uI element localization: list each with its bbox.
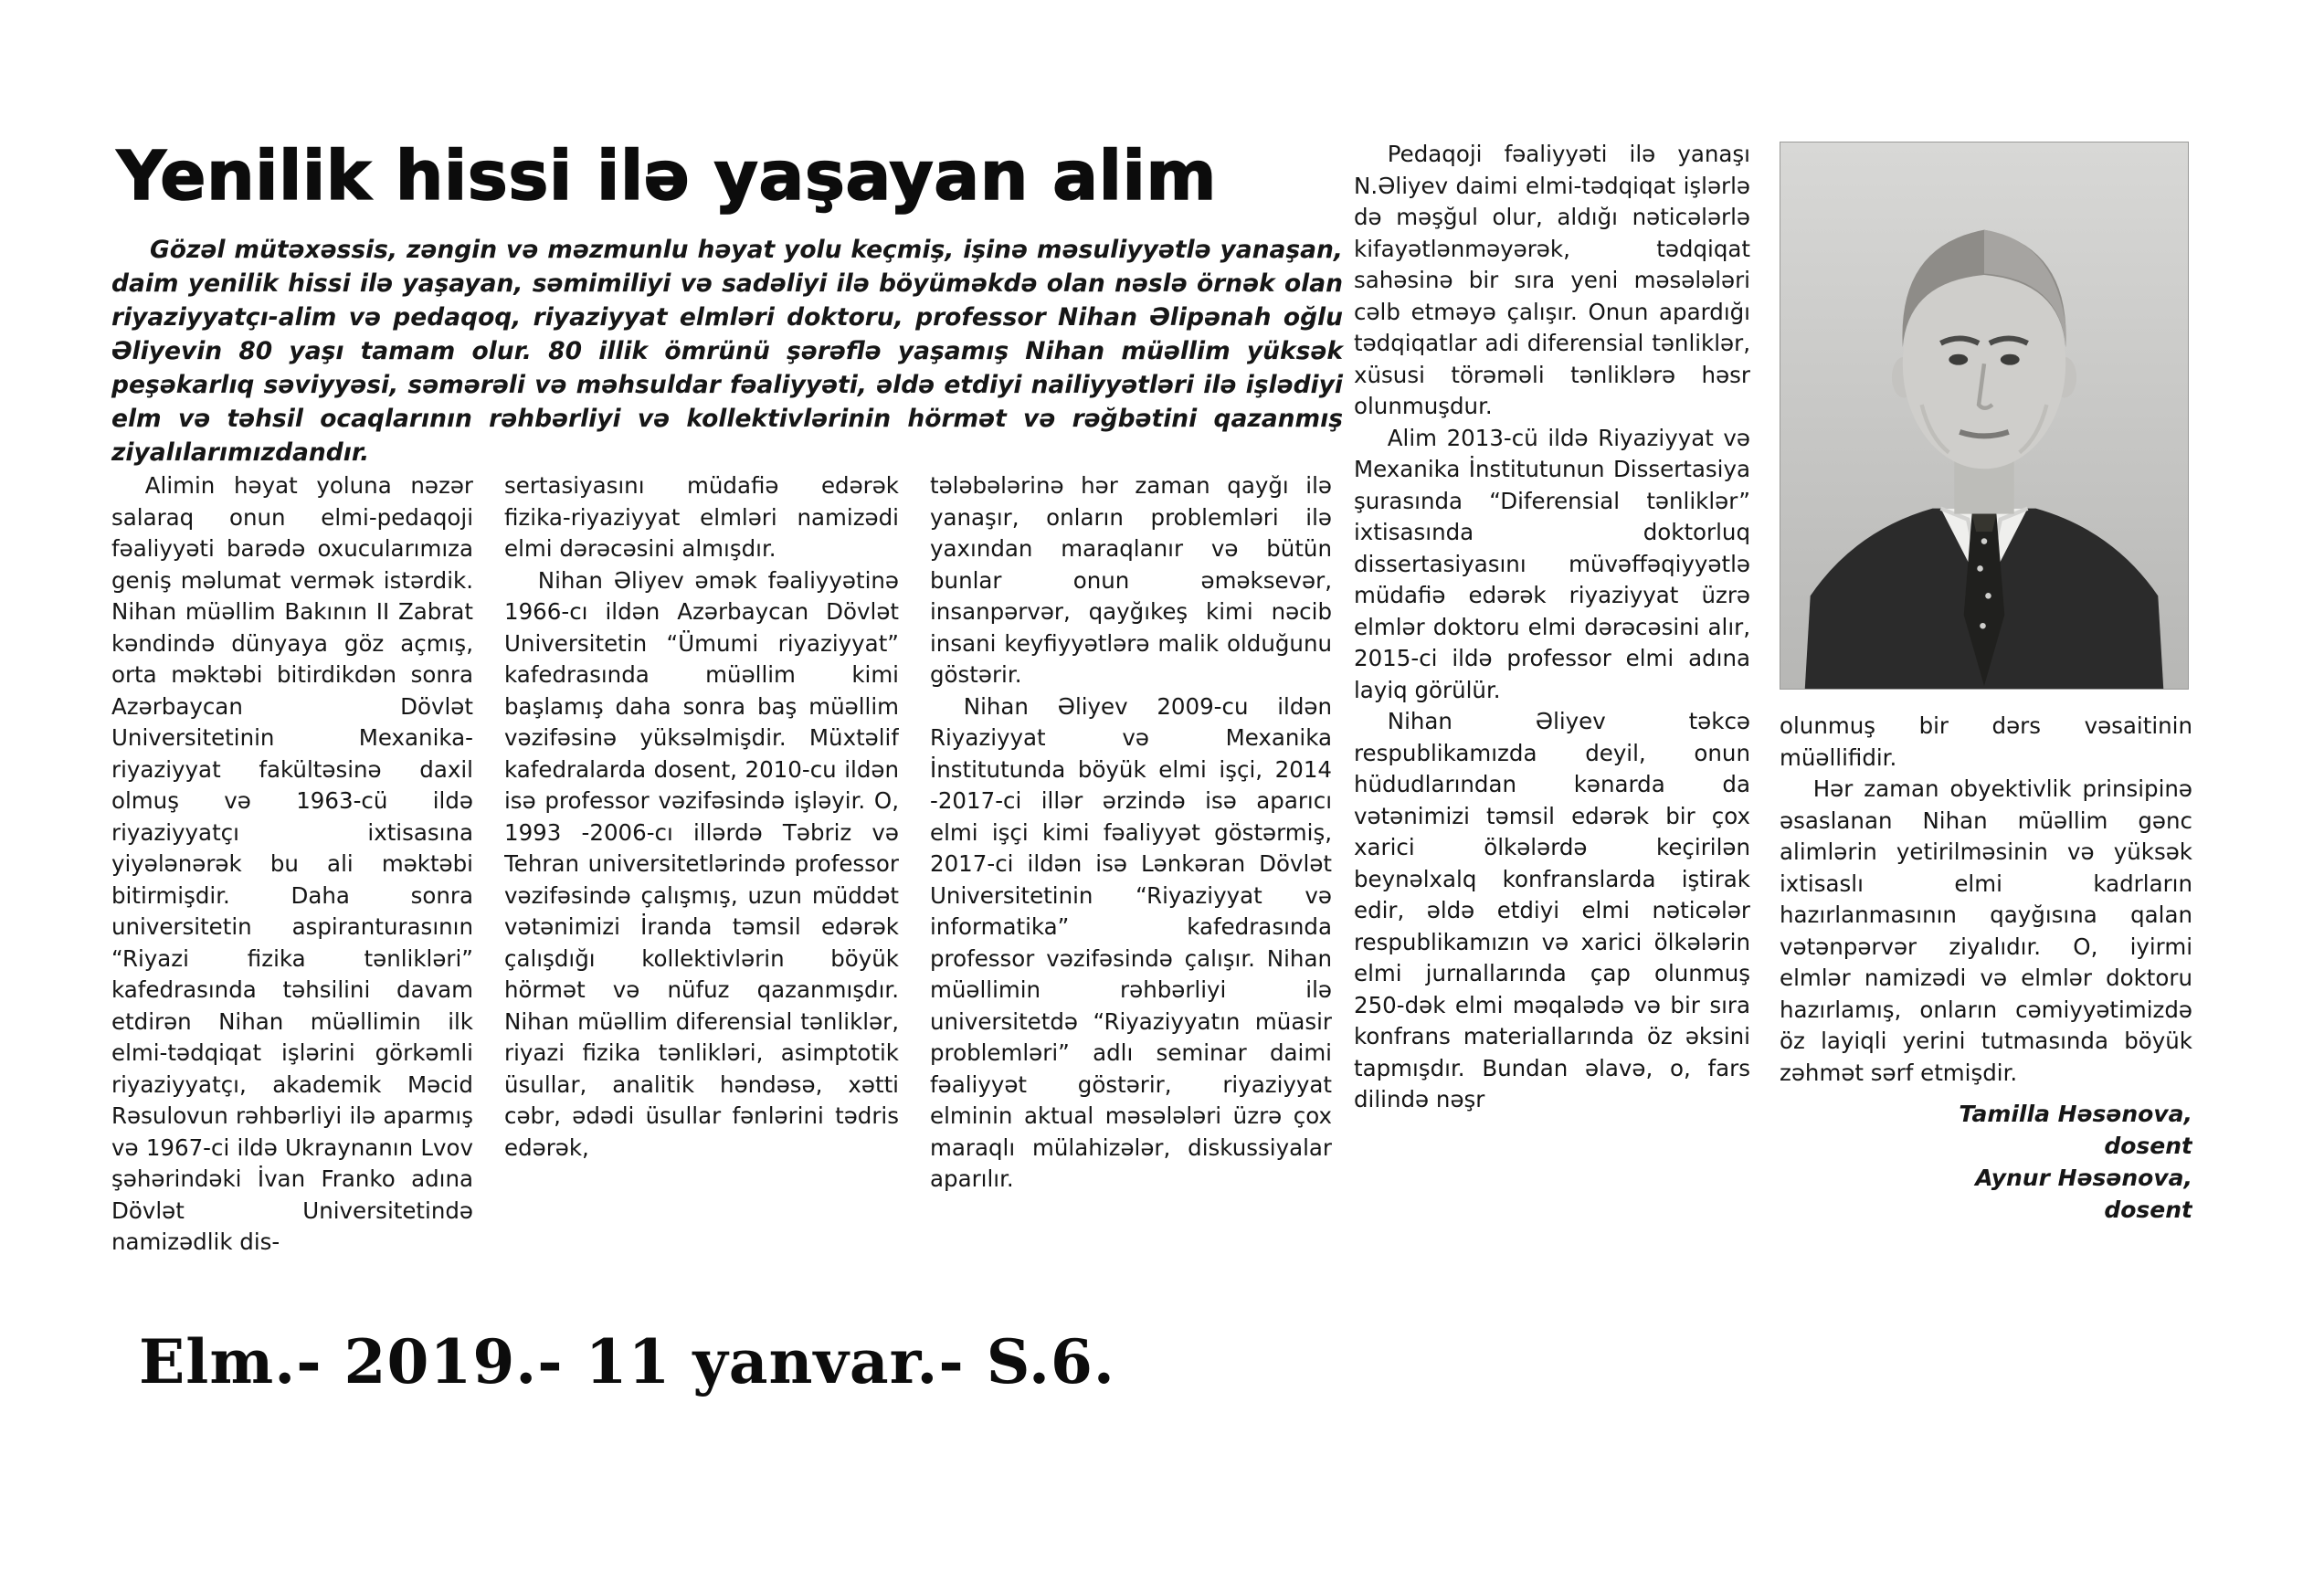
paragraph: Alim 2013-cü ildə Riyaziyyat və Mexanika İnstitutunun Dissertasiya şurasında “Diferensial tənliklər” ixtisasında doktorluq dissertasiyasını müvəffəqiyyətlə müdafiə edərək riyaziyyat üzrə elmlər doktoru elmi dərəcəsini alır, 2015-ci ildə professor elmi adına layiq görülür. (1354, 424, 1750, 703)
article-column-1 (111, 470, 473, 1263)
signature-role: dosent (2104, 1133, 2192, 1159)
article-column-2 (504, 470, 899, 1263)
paragraph: sertasiyasını müdafiə edərək fizika-riyaziyyat elmləri namizədi elmi dərəcəsini almışdır. (504, 472, 899, 562)
signature-name: Tamilla Həsənova, (1959, 1101, 2192, 1127)
portrait-photo (1780, 142, 2189, 690)
article-title: Yenilik hissi ilə yaşayan alim (117, 137, 1217, 216)
signatures (1780, 1098, 2192, 1226)
paragraph: Nihan Əliyev təkcə respublikamızda deyil, onun hüdudlarından kənarda da vətənimizi təmsil edərək bir çox xarici ölkələrdə keçirilən beynəlxalq konfranslarda iştirak edir, əldə etdiyi elmi nəticələr respublikamızın və xarici ölkələrin elmi jurnallarında çap olunmuş 250-dək elmi məqalədə və bir sıra konfrans materiallarında öz əksini tapmışdır. Bundan əlavə, o, fars dilində nəşr (1354, 708, 1750, 1112)
paragraph: Nihan Əliyev əmək fəaliyyətinə 1966-cı ildən Azərbaycan Dövlət Universitetin “Ümumi riyaziyyat” kafedrasında müəllim kimi başlamış daha sonra baş müəllim vəzifəsinə yüksəlmişdir. Müxtəlif kafedralarda dosent, 2010-cu ildən isə professor vəzifəsində işləyir. O, 1993 -2006-cı illərdə Təbriz və Tehran universitetlərində professor vəzifəsində çalışmış, uzun müddət vətənimizi İranda təmsil edərək çalışdığı kollektivlərin böyük hörmət və nüfuz qazanmışdır. Nihan müəllim diferensial tənliklər, riyazi fizika tənlikləri, asimptotik üsullar, analitik həndəsə, xətti cəbr, ədədi üsullar fənlərini tədris edərək, (504, 566, 899, 1161)
article-column-3 (930, 470, 1332, 1263)
paragraph: Pedaqoji fəaliyyəti ilə yanaşı N.Əliyev daimi elmi-tədqiqat işlərlə də məşğul olur, aldığı nəticələrlə kifayətlənməyərək, tədqiqat sahəsinə bir sıra yeni məsələləri cəlb etməyə çalışır. Onun apardığı tədqiqatlar adi diferensial tənliklər, xüsusi törəməli tənliklərə həsr olunmuşdur. (1354, 141, 1750, 419)
portrait-photo-graphic (1780, 142, 2188, 689)
article-column-5 (1780, 711, 2192, 1386)
article-lead: Gözəl mütəxəssis, zəngin və məzmunlu həyat yolu keçmiş, işinə məsuliyyətlə yanaşan, daim yenilik hissi ilə yaşayan, səmimiliyi və sadəliyi ilə böyüməkdə olan nəslə örnək olan riyaziyyatçı-alim və pedaqoq, riyaziyyat elmləri doktoru, professor Nihan Əlipənah oğlu Əliyevin 80 yaşı tamam olur. 80 illik ömrünü şərəflə yaşamış Nihan müəllim yüksək peşəkarlıq səviyyəsi, səmərəli və məhsuldar fəaliyyəti, əldə etdiyi nailiyyətləri ilə işlədiyi elm və təhsil ocaqlarının rəhbərliyi və kollektivlərinin hörmət və rəğbətini qazanmış ziyalılarımızdandır. (111, 236, 1343, 467)
signature-name: Aynur Həsənova, (1975, 1165, 2192, 1191)
article-column-4 (1354, 139, 1750, 1264)
paragraph: Hər zaman obyektivlik prinsipinə əsaslanan Nihan müəllim gənc alimlərin yetirilməsinin və yüksək ixtisaslı elmi kadrların hazırlanmasının qayğısına qalan vətənpərvər ziyalıdır. O, iyirmi elmlər namizədi və elmlər doktoru hazırlamış, onların cəmiyyətimizdə öz layiqli yerini tutmasında böyük zəhmət sərf etmişdir. (1780, 775, 2192, 1086)
citation-footer: Elm.- 2019.- 11 yanvar.- S.6. (139, 1326, 1115, 1397)
paragraph: olunmuş bir dərs vəsaitinin müəllifidir. (1780, 712, 2192, 771)
paragraph: Nihan Əliyev 2009-cu ildən Riyaziyyat və Mexanika İnstitutunda böyük elmi işçi, 2014 -2017-ci illər ərzində isə aparıcı elmi işçi kimi fəaliyyət göstərmiş, 2017-ci ildən isə Lənkəran Dövlət Universitetinin “Riyaziyyat və informatika” kafedrasında professor vəzifəsində çalışır. Nihan müəllimin rəhbərliyi ilə universitetdə “Riyaziyyatın müasir problemləri” adlı seminar daimi fəaliyyət göstərir, riyaziyyat elminin aktual məsələləri üzrə çox maraqlı mülahizələr, diskussiyalar aparılır. (930, 692, 1332, 1192)
signature-role: dosent (2104, 1197, 2192, 1223)
paragraph: tələbələrinə hər zaman qayğı ilə yanaşır, onların problemləri ilə yaxından maraqlanır və bütün bunlar onun əməksevər, insanpərvər, qayğıkeş kimi nəcib insani keyfiyyətlərə malik olduğunu göstərir. (930, 472, 1332, 688)
paragraph: Alimin həyat yoluna nəzər salaraq onun elmi-pedaqoji fəaliyyəti barədə oxucularımıza geniş məlumat vermək istərdik. Nihan müəllim Bakının II Zabrat kəndində dünyaya göz açmış, orta məktəbi bitirdikdən sonra Azərbaycan Dövlət Universitetinin Mexanika-riyaziyyat fakültəsinə daxil olmuş və 1963-cü ildə riyaziyyatçı ixtisasına yiyələnərək bu ali məktəbi bitirmişdir. Daha sonra universitetin aspiranturasının “Riyazi fizika tənlikləri” kafedrasında təhsilini davam etdirən Nihan müəllimin ilk elmi-tədqiqat işlərini görkəmli riyaziyyatçı, akademik Məcid Rəsulovun rəhbərliyi ilə aparmış və 1967-ci ildə Ukraynanın Lvov şəhərindəki İvan Franko adına Dövlət Universitetində namizədlik dis- (111, 472, 473, 1255)
